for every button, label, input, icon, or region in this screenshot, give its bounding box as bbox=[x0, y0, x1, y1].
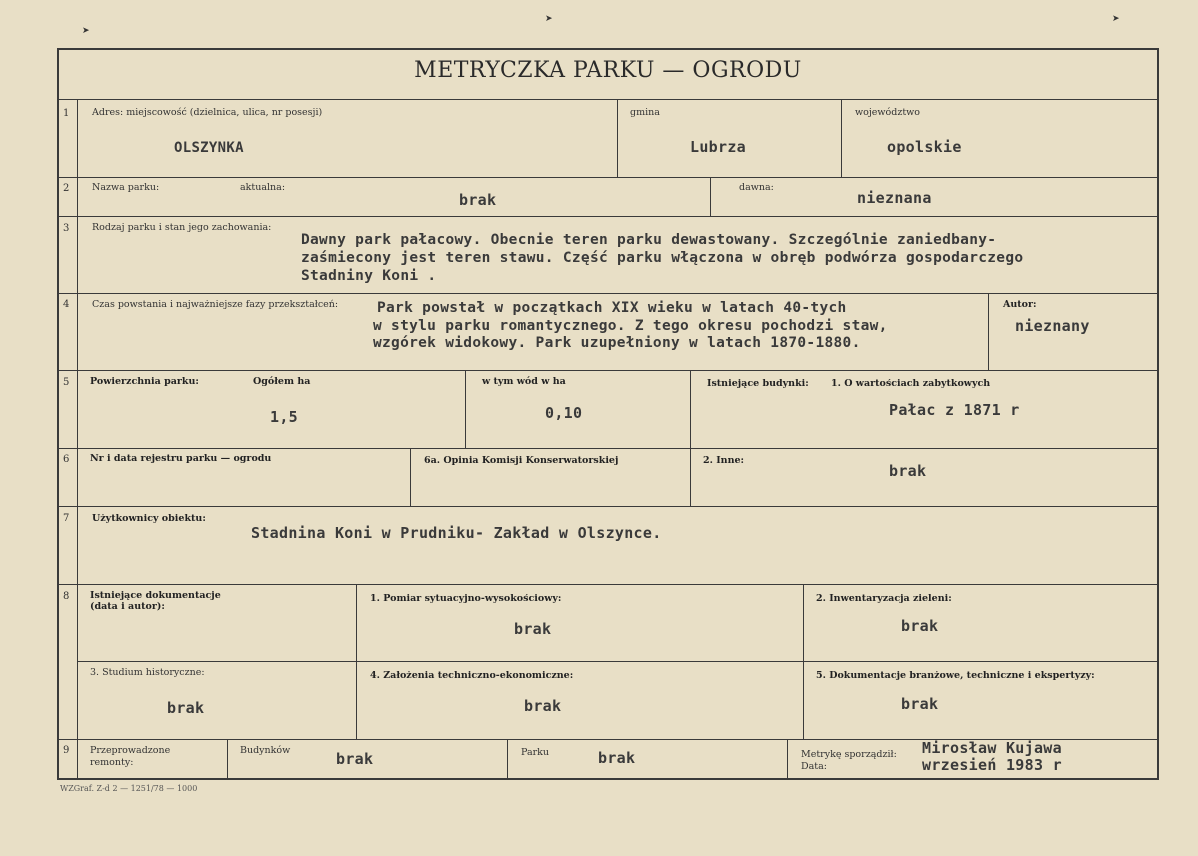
buildings-repairs-label: Budynków bbox=[240, 745, 291, 756]
voivodeship-value: opolskie bbox=[887, 138, 962, 156]
cell-divider bbox=[841, 99, 842, 177]
row-number: 8 bbox=[63, 591, 70, 602]
history-phases-line: wzgórek widokowy. Park uzupełniony w latach 1870-1880. bbox=[373, 335, 861, 351]
total-area-label: Ogółem ha bbox=[253, 376, 311, 387]
survey-value: brak bbox=[514, 620, 552, 638]
cell-divider bbox=[617, 99, 618, 177]
form-title: METRYCZKA PARKU — OGRODU bbox=[414, 58, 802, 83]
row-number: 2 bbox=[63, 183, 70, 194]
park-repairs-value: brak bbox=[598, 749, 636, 767]
gmina-label: gmina bbox=[630, 107, 660, 118]
row-divider bbox=[57, 177, 1159, 178]
branch-docs-value: brak bbox=[901, 695, 939, 713]
row-number: 4 bbox=[63, 299, 70, 310]
arrow-mark-icon: ➤ bbox=[1112, 14, 1120, 24]
arrow-mark-icon: ➤ bbox=[545, 14, 553, 24]
history-phases-line: w stylu parku romantycznego. Z tego okresu pochodzi staw, bbox=[373, 318, 888, 334]
cell-divider bbox=[690, 370, 691, 448]
greenery-inventory-label: 2. Inwentaryzacja zieleni: bbox=[816, 593, 952, 604]
existing-buildings-label: Istniejące budynki: bbox=[707, 378, 809, 389]
row-divider bbox=[57, 448, 1159, 449]
row-number: 5 bbox=[63, 377, 70, 388]
commission-opinion-label: 6a. Opinia Komisji Konserwatorskiej bbox=[424, 455, 619, 466]
row-number: 3 bbox=[63, 223, 70, 234]
row-divider bbox=[57, 99, 1159, 100]
date-label: Data: bbox=[801, 761, 827, 772]
row-number: 1 bbox=[63, 108, 70, 119]
historical-study-value: brak bbox=[167, 699, 205, 717]
greenery-inventory-value: brak bbox=[901, 617, 939, 635]
users-label: Użytkownicy obiektu: bbox=[92, 513, 206, 524]
repairs-label: Przeprowadzone bbox=[90, 745, 171, 756]
other-buildings-label: 2. Inne: bbox=[703, 455, 745, 466]
survey-label: 1. Pomiar sytuacyjno-wysokościowy: bbox=[370, 593, 562, 604]
total-area-value: 1,5 bbox=[270, 408, 298, 426]
row-divider bbox=[57, 506, 1159, 507]
cell-divider bbox=[227, 739, 228, 780]
date-value: wrzesień 1983 r bbox=[922, 756, 1062, 774]
monument-buildings-value: Pałac z 1871 r bbox=[889, 401, 1020, 419]
prepared-by-value: Mirosław Kujawa bbox=[922, 739, 1062, 757]
historical-study-label: 3. Studium historyczne: bbox=[90, 667, 205, 678]
author-label: Autor: bbox=[1003, 299, 1037, 310]
row-divider bbox=[57, 216, 1159, 217]
print-code: WZGraf. Z-d 2 — 1251/78 — 1000 bbox=[60, 784, 198, 793]
cell-divider bbox=[410, 448, 411, 506]
address-value: OLSZYNKA bbox=[174, 140, 244, 156]
park-type-line: Stadniny Koni . bbox=[301, 268, 437, 284]
cell-divider bbox=[690, 448, 691, 506]
row-number: 7 bbox=[63, 513, 70, 524]
park-area-label: Powierzchnia parku: bbox=[90, 376, 199, 387]
cell-divider bbox=[803, 584, 804, 739]
cell-divider bbox=[787, 739, 788, 780]
existing-docs-label: (data i autor): bbox=[90, 601, 165, 612]
address-label: Adres: miejscowość (dzielnica, ulica, nr posesji) bbox=[92, 107, 323, 118]
park-type-line: zaśmiecony jest teren stawu. Część parku włączona w obręb podwórza gospodarczego bbox=[301, 250, 1024, 266]
technical-economic-label: 4. Założenia techniczno-ekonomiczne: bbox=[370, 670, 574, 681]
gmina-value: Lubrza bbox=[690, 138, 746, 156]
repairs-label: remonty: bbox=[90, 757, 134, 768]
row-divider bbox=[57, 293, 1159, 294]
author-value: nieznany bbox=[1015, 317, 1090, 335]
row-divider bbox=[77, 661, 1159, 662]
register-label: Nr i data rejestru parku — ogrodu bbox=[90, 453, 272, 464]
water-area-value: 0,10 bbox=[545, 404, 583, 422]
existing-docs-label: Istniejące dokumentacje bbox=[90, 590, 221, 601]
history-phases-line: Park powstał w początkach XIX wieku w latach 40-tych bbox=[377, 300, 847, 316]
row-divider bbox=[57, 370, 1159, 371]
voivodeship-label: województwo bbox=[855, 107, 921, 118]
former-name-value: nieznana bbox=[857, 189, 932, 207]
park-type-label: Rodzaj parku i stan jego zachowania: bbox=[92, 222, 272, 233]
cell-divider bbox=[507, 739, 508, 780]
prepared-by-label: Metrykę sporządził: bbox=[801, 749, 897, 760]
monument-buildings-label: 1. O wartościach zabytkowych bbox=[831, 378, 991, 389]
water-area-label: w tym wód w ha bbox=[482, 376, 566, 387]
row-number: 9 bbox=[63, 745, 70, 756]
cell-divider bbox=[710, 177, 711, 216]
park-repairs-label: Parku bbox=[521, 747, 550, 758]
number-column-divider bbox=[77, 99, 78, 780]
former-name-label: dawna: bbox=[739, 182, 774, 193]
current-name-value: brak bbox=[459, 191, 497, 209]
history-phases-label: Czas powstania i najważniejsze fazy przekształceń: bbox=[92, 299, 339, 310]
users-value: Stadnina Koni w Prudniku- Zakład w Olszynce. bbox=[251, 524, 662, 542]
park-type-line: Dawny park pałacowy. Obecnie teren parku dewastowany. Szczególnie zaniedbany- bbox=[301, 232, 997, 248]
buildings-repairs-value: brak bbox=[336, 750, 374, 768]
row-divider bbox=[57, 584, 1159, 585]
other-buildings-value: brak bbox=[889, 462, 927, 480]
arrow-mark-icon: ➤ bbox=[82, 26, 90, 36]
park-name-label: Nazwa parku: bbox=[92, 182, 160, 193]
technical-economic-value: brak bbox=[524, 697, 562, 715]
current-name-label: aktualna: bbox=[240, 182, 286, 193]
cell-divider bbox=[465, 370, 466, 448]
branch-docs-label: 5. Dokumentacje branżowe, techniczne i ekspertyzy: bbox=[816, 670, 1095, 681]
row-number: 6 bbox=[63, 454, 70, 465]
cell-divider bbox=[356, 584, 357, 739]
cell-divider bbox=[988, 293, 989, 370]
